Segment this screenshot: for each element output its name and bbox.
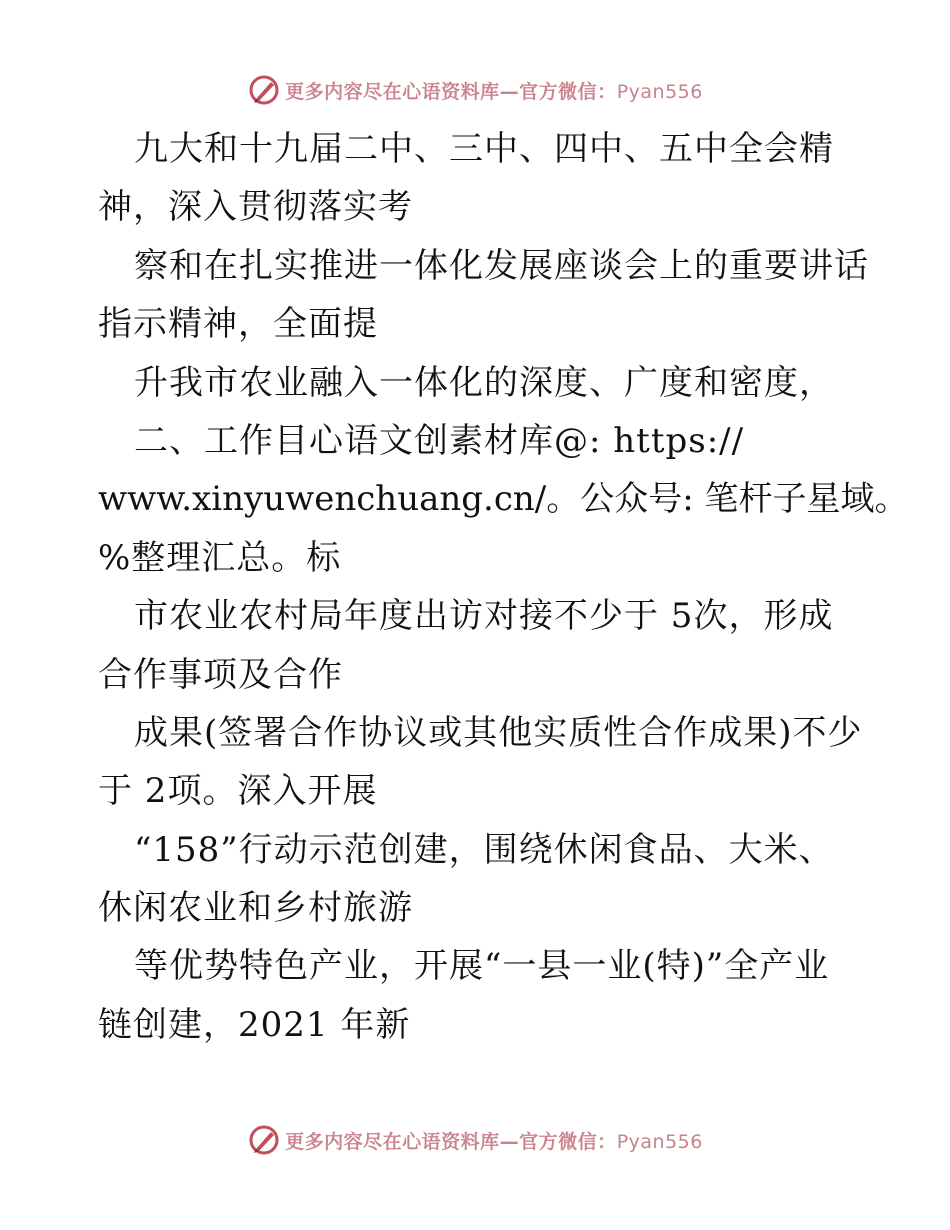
watermark-text bbox=[285, 1127, 703, 1154]
watermark-wechat-id: Pyan556 bbox=[616, 1130, 703, 1153]
watermark-text bbox=[285, 77, 703, 104]
watermark-wechat-label: 官方微信： bbox=[519, 80, 617, 103]
pen-seal-logo-icon bbox=[247, 1123, 281, 1157]
watermark-dash: — bbox=[499, 80, 520, 103]
text-line: 成果(签署合作协议或其他实质性合作成果)不少 bbox=[134, 712, 863, 753]
document-body bbox=[98, 120, 909, 1054]
text-line: 二、工作目心语文创素材库@: https:// bbox=[134, 420, 745, 461]
text-line: 九大和十九届二中、三中、四中、五中全会精 bbox=[134, 129, 834, 169]
text-line: 等优势特色产业，开展“一县一业(特)”全产业 bbox=[134, 946, 830, 987]
text-line: 察和在扎实推进一体化发展座谈会上的重要讲话 bbox=[134, 245, 869, 286]
text-line: %整理汇总。标 bbox=[98, 537, 342, 578]
text-line: 于 2项。深入开展 bbox=[98, 771, 378, 812]
watermark-brand: 更多内容尽在心语资料库 bbox=[285, 1130, 500, 1153]
text-line: 休闲农业和乡村旅游 bbox=[98, 888, 413, 929]
text-line: “158”行动示范创建，围绕休闲食品、大米、 bbox=[134, 829, 834, 870]
header-watermark bbox=[0, 70, 950, 110]
text-line: 链创建，2021 年新 bbox=[98, 1004, 411, 1045]
pen-seal-logo-icon bbox=[247, 73, 281, 107]
watermark-wechat-label: 官方微信： bbox=[519, 1130, 617, 1153]
text-line-url: www.xinyuwenchuang.cn/。公众号: 笔杆子星域。 bbox=[98, 479, 909, 520]
text-line: 市农业农村局年度出访对接不少于 5次，形成 bbox=[134, 596, 834, 637]
text-line: 指示精神，全面提 bbox=[98, 304, 378, 345]
watermark-wechat-id: Pyan556 bbox=[616, 80, 703, 103]
text-line: 升我市农业融入一体化的深度、广度和密度， bbox=[134, 362, 834, 403]
watermark-dash: — bbox=[499, 1130, 520, 1153]
footer-watermark bbox=[0, 1120, 950, 1160]
watermark-brand: 更多内容尽在心语资料库 bbox=[285, 80, 500, 103]
text-line: 神，深入贯彻落实考 bbox=[98, 187, 413, 228]
text-line: 合作事项及合作 bbox=[98, 654, 343, 695]
